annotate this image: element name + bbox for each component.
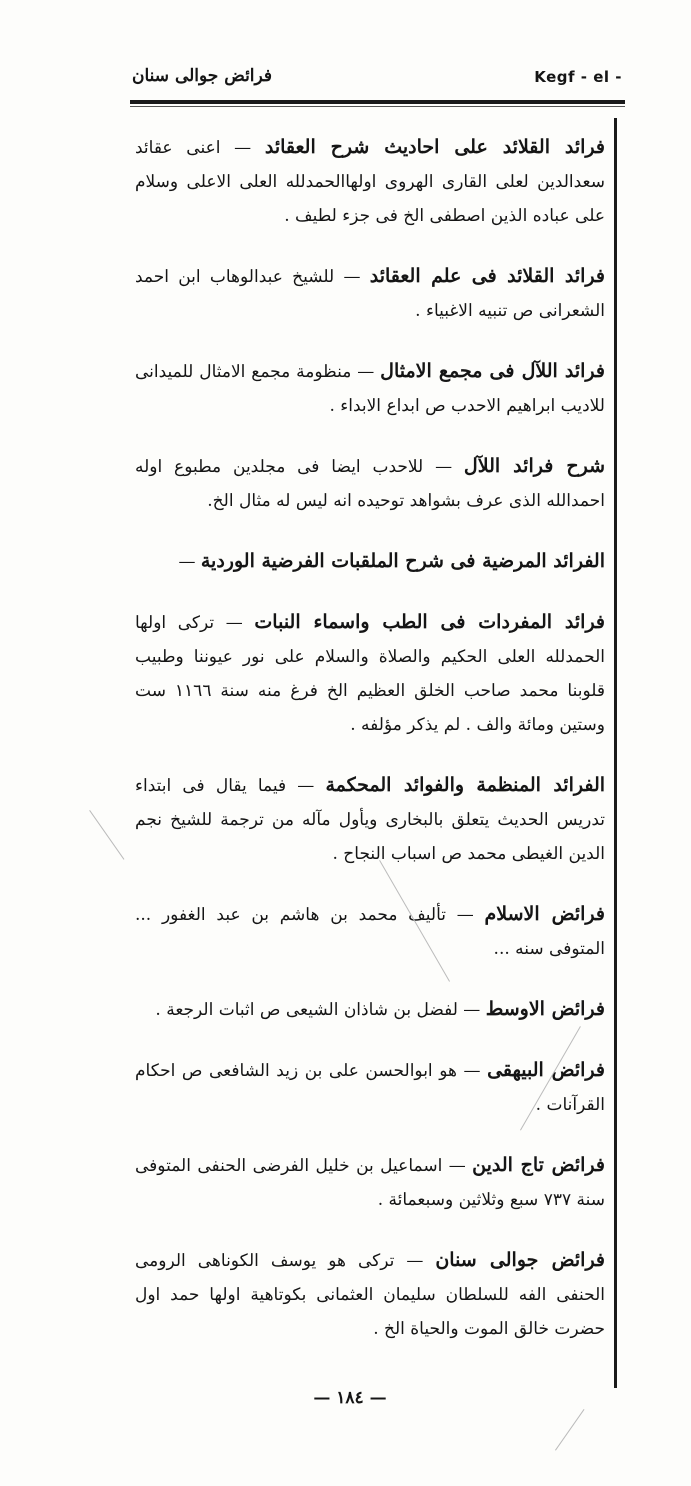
entry-text: — فيما يقال فى ابتداء تدريس الحديث يتعلق بالبخارى ويأول مآله من ترجمة للشيخ نجم الدين الغيطى محمد ص اسباب النجاح .: [135, 776, 605, 864]
entry-text: — تركى اولها الحمدلله العلى الحكيم والصلاة والسلام على نور عيوننا وطبيب قلوبنا محمد صاحب الخلق العظيم الخ فرغ منه سنة ١١٦٦ ست وستين ومائة والف . لم يذكر مؤلفه .: [135, 613, 605, 735]
entry: [135, 1243, 605, 1346]
entry: [135, 130, 605, 233]
entry-text: — هو ابوالحسن على بن زيد الشافعى ص احكام القرآنات .: [135, 1061, 605, 1115]
entry: [135, 1148, 605, 1217]
entry-lemma: فرائد المفردات فى الطب واسماء النبات: [254, 611, 606, 633]
entry-lemma: الفرائد المرضية فى شرح الملقبات الفرضية الوردية: [200, 550, 605, 572]
page-number: — ١٨٤ —: [313, 1388, 387, 1408]
header-catchword: Kegf - el -: [534, 68, 622, 86]
entry-text: — اعنى عقائد سعدالدين لعلى القارى الهروى اولهاالحمدلله العلى الاعلى وسلام على عباده الذين اصطفى الخ فى جزء لطيف .: [135, 138, 605, 226]
entry-lemma: فرائد اللآل فى مجمع الامثال: [380, 360, 605, 382]
entry: [135, 897, 605, 966]
pencil-mark: [555, 1409, 584, 1451]
entry-text: — للشيخ عبدالوهاب ابن احمد الشعرانى ص تنبيه الاغبياء .: [135, 267, 605, 321]
entry-text: — منظومة مجمع الامثال للميدانى للاديب ابراهيم الاحدب ص ابداع الابداء .: [135, 362, 605, 416]
entry-lemma: الفرائد المنظمة والفوائد المحكمة: [325, 774, 606, 796]
entry: [135, 768, 605, 871]
entry-text: — تأليف محمد بن هاشم بن عبد الغفور ... المتوفى سنه ...: [135, 905, 605, 959]
entry-text: — اسماعيل بن خليل الفرضى الحنفى المتوفى سنة ٧٣٧ سبع وثلاثين وسبعمائة .: [135, 1156, 605, 1210]
entry-text: —: [178, 552, 196, 572]
entry-lemma: فرائض الاسلام: [484, 903, 605, 925]
header-rule-thick: [130, 100, 625, 104]
entry-list: [135, 130, 605, 1372]
entry: [135, 449, 605, 518]
entry-lemma: فرائض جوالى سنان: [435, 1249, 606, 1271]
margin-rule: [614, 118, 617, 1388]
entry: [135, 259, 605, 328]
entry-lemma: فرائض البيهقى: [487, 1059, 605, 1081]
running-header: [132, 66, 622, 96]
entry-lemma: فرائض الاوسط: [485, 998, 605, 1020]
entry-lemma: فرائد القلائد فى علم العقائد: [369, 265, 606, 287]
header-rule-thin: [130, 106, 625, 107]
entry-lemma: فرائض تاج الدين: [472, 1154, 606, 1176]
entry-lemma: فرائد القلائد على احاديث شرح العقائد: [264, 136, 606, 158]
entry-text: — تركى هو يوسف الكوناهى الرومى الحنفى الفه للسلطان سليمان العثمانى بكوتاهية اولها حمد اول حضرت خالق الموت والحياة الخ .: [135, 1251, 605, 1339]
entry-text: — للاحدب ايضا فى مجلدين مطبوع اوله احمدالله الذى عرف بشواهد توحيده انه ليس له مثال الخ.: [135, 457, 605, 511]
entry: [135, 992, 605, 1027]
entry-lemma: شرح فرائد اللآل: [463, 455, 605, 477]
pencil-mark: [89, 810, 124, 860]
entry: [135, 354, 605, 423]
entry: [135, 605, 605, 742]
entry: [135, 1053, 605, 1122]
entry: [135, 544, 605, 579]
entry-text: — لفضل بن شاذان الشيعى ص اثبات الرجعة .: [155, 1000, 481, 1020]
header-title: فرائض جوالى سنان: [132, 66, 273, 86]
